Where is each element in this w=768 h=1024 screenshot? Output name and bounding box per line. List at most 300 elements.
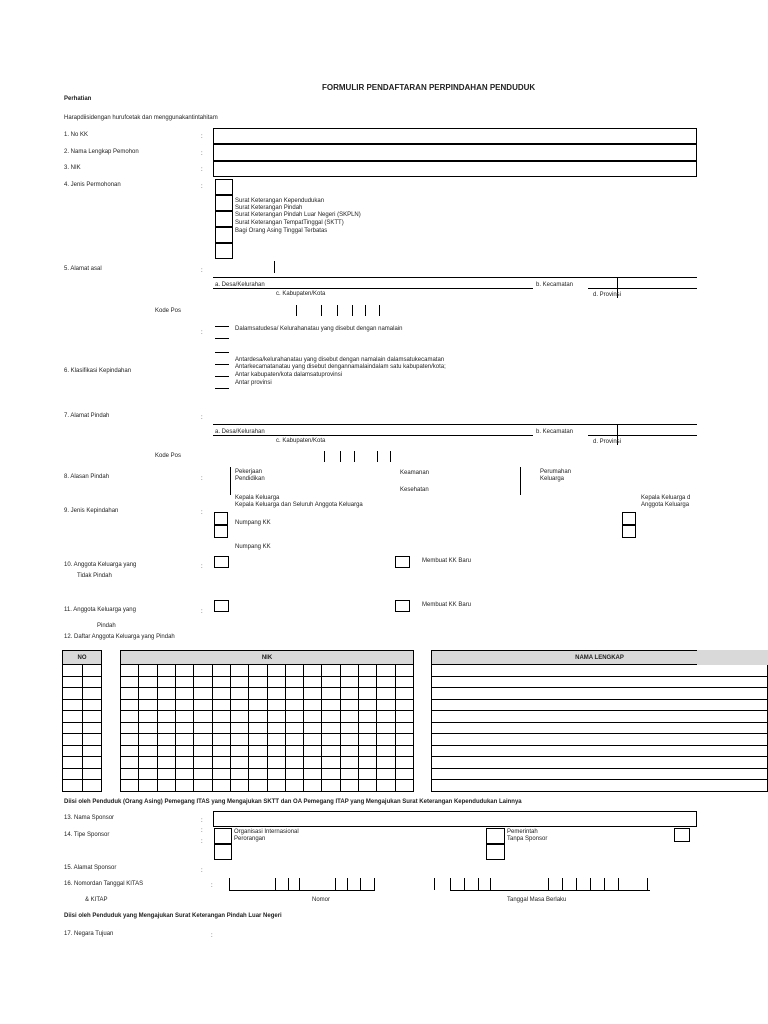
table-cell[interactable] [194,780,212,792]
table-cell[interactable] [63,722,83,734]
alasan-keluarga: Keluarga [540,476,565,482]
permohonan-checkbox-1[interactable] [215,179,233,195]
table-cell[interactable] [121,676,139,688]
kecamatan-line[interactable] [588,288,697,289]
table-cell[interactable] [285,688,303,700]
table-cell[interactable] [377,699,395,711]
alasan-keamanan: Keamanan [400,470,430,476]
table-cell[interactable] [249,665,267,677]
table-cell[interactable] [322,711,340,723]
table-cell[interactable] [194,665,212,677]
table-cell[interactable] [267,665,285,677]
table-cell[interactable] [340,745,358,757]
no-kk-field[interactable] [213,128,697,144]
label-kode-pos: Kode Pos [155,453,182,459]
table-cell[interactable] [175,665,193,677]
colon: : [201,415,203,421]
table-cell[interactable] [249,757,267,769]
table-cell[interactable] [304,745,322,757]
table-cell[interactable] [249,676,267,688]
table-cell[interactable] [377,711,395,723]
table-cell[interactable] [157,688,175,700]
table-cell[interactable] [175,711,193,723]
label-alamat-sponsor: 15. Alamat Sponsor [64,865,117,871]
colon: : [201,476,203,482]
table-cell[interactable] [82,665,102,677]
table-cell[interactable] [175,757,193,769]
table-cell[interactable] [340,768,358,780]
colon: : [201,330,203,336]
table-cell[interactable] [285,699,303,711]
table-cell[interactable] [432,722,768,734]
label-provinsi: d. Provinsi [593,292,622,298]
table-cell[interactable] [432,688,768,700]
kecamatan-line[interactable] [588,435,697,436]
table-cell[interactable] [322,665,340,677]
table-cell[interactable] [249,745,267,757]
table-cell[interactable] [194,745,212,757]
table-cell[interactable] [359,780,377,792]
table-cell[interactable] [432,768,768,780]
colon: : [201,868,203,874]
table-cell[interactable] [359,711,377,723]
table-cell[interactable] [359,745,377,757]
table-cell[interactable] [377,780,395,792]
label-tanggal: Tanggal Masa Berlaku [507,897,567,903]
table-cell[interactable] [157,757,175,769]
desa-line[interactable] [213,435,533,436]
table-cell[interactable] [63,711,83,723]
table-cell[interactable] [139,780,157,792]
nama-sponsor-field[interactable] [213,811,697,827]
table-cell[interactable] [157,699,175,711]
table-cell[interactable] [63,745,83,757]
table-cell[interactable] [194,757,212,769]
table-cell[interactable] [230,688,248,700]
table-cell[interactable] [212,768,230,780]
table-cell[interactable] [63,757,83,769]
table-cell[interactable] [194,768,212,780]
table-cell[interactable] [139,757,157,769]
label-nama-pemohon: 2. Nama Lengkap Pemohon [64,149,139,155]
table-cell[interactable] [322,676,340,688]
table-cell[interactable] [82,722,102,734]
table-cell[interactable] [121,688,139,700]
table-cell[interactable] [175,699,193,711]
table-cell[interactable] [377,757,395,769]
table-cell[interactable] [322,722,340,734]
klasifikasi-option: Dalamsatudesa/ Kelurahanatau yang disebut dengan namalain [235,326,403,332]
table-row [63,711,102,723]
table-cell[interactable] [121,665,139,677]
permohonan-option: Surat Keterangan Kependudukan [235,198,325,204]
table-cell[interactable] [267,699,285,711]
table-cell[interactable] [175,676,193,688]
table-cell[interactable] [63,665,83,677]
table-cell[interactable] [432,734,768,746]
table-cell[interactable] [359,734,377,746]
table-cell[interactable] [304,768,322,780]
table-cell[interactable] [175,688,193,700]
label-alamat-asal: 5. Alamat asal [64,266,102,272]
kepindahan-checkbox-1[interactable] [214,512,228,525]
sponsor-pemerintah: Pemerintah [507,829,538,835]
kepindahan-right-1: Kepala Keluarga d [641,495,691,501]
nama-pemohon-field[interactable] [213,144,697,161]
table-cell[interactable] [432,757,768,769]
table-cell[interactable] [230,734,248,746]
table-cell[interactable] [340,665,358,677]
table-cell[interactable] [230,780,248,792]
table-cell[interactable] [212,711,230,723]
klasifikasi-option: Antar kabupaten/kota dalamsatuprovinsi [235,372,343,378]
sponsor-checkbox-2[interactable] [214,844,232,860]
table-cell[interactable] [139,745,157,757]
table-cell[interactable] [377,768,395,780]
table-cell[interactable] [285,665,303,677]
table-row [432,711,768,723]
table-cell[interactable] [395,676,413,688]
table-cell[interactable] [359,722,377,734]
table-row [432,734,768,746]
table-cell[interactable] [230,745,248,757]
table-cell[interactable] [322,699,340,711]
table-cell[interactable] [121,745,139,757]
table-cell[interactable] [249,734,267,746]
table-cell[interactable] [212,745,230,757]
permohonan-option: Surat Keterangan Pindah [235,205,303,211]
table-cell[interactable] [82,688,102,700]
table-cell[interactable] [432,745,768,757]
table-cell[interactable] [157,711,175,723]
table-cell[interactable] [395,699,413,711]
table-cell[interactable] [230,665,248,677]
table-cell[interactable] [175,722,193,734]
table-cell[interactable] [194,711,212,723]
table-cell[interactable] [377,722,395,734]
table-cell[interactable] [212,780,230,792]
table-cell[interactable] [322,780,340,792]
table-cell[interactable] [322,768,340,780]
table-cell[interactable] [249,699,267,711]
sponsor-checkbox-5[interactable] [674,828,690,842]
table-cell[interactable] [249,711,267,723]
table-cell[interactable] [267,734,285,746]
table-cell[interactable] [267,768,285,780]
sponsor-org: Organisasi Internasional [234,829,299,835]
table-cell[interactable] [139,734,157,746]
table-cell[interactable] [249,768,267,780]
table-cell[interactable] [230,768,248,780]
table-cell[interactable] [230,757,248,769]
section-itas: Diisi oleh Penduduk (Orang Asing) Pemegang ITAS yang Mengajukan SKTT dan OA Pemegang ITAP yang Mengajukan Surat Keterangan Kependudukan Lainnya [64,799,522,805]
table-cell[interactable] [285,780,303,792]
membuat-kk-checkbox-2[interactable] [395,600,410,612]
table-cell[interactable] [139,722,157,734]
kepindahan-checkbox-2[interactable] [214,525,228,538]
table-cell[interactable] [395,722,413,734]
table-cell[interactable] [249,780,267,792]
table-cell[interactable] [175,745,193,757]
table-cell[interactable] [359,676,377,688]
permohonan-checkbox-3[interactable] [215,211,233,227]
label-anggota-tidak-pindah: 10. Anggota Keluarga yang [64,562,137,568]
table-cell[interactable] [249,722,267,734]
table-cell[interactable] [432,665,768,677]
table-cell[interactable] [267,780,285,792]
alasan-pendidikan: Pendidikan [235,476,265,482]
table-cell[interactable] [304,780,322,792]
table-cell[interactable] [304,734,322,746]
table-cell[interactable] [395,734,413,746]
table-cell[interactable] [340,780,358,792]
kitas-tanggal-field[interactable] [450,890,650,891]
table-cell[interactable] [139,665,157,677]
table-cell[interactable] [359,665,377,677]
table-cell[interactable] [340,757,358,769]
table-cell[interactable] [285,734,303,746]
table-cell[interactable] [359,688,377,700]
table-cell[interactable] [267,688,285,700]
table-row [432,757,768,769]
table-cell[interactable] [304,676,322,688]
table-cell[interactable] [157,665,175,677]
kitas-nomor-field[interactable] [229,890,375,891]
table-cell[interactable] [340,722,358,734]
table-cell[interactable] [395,757,413,769]
table-cell[interactable] [267,676,285,688]
table-cell[interactable] [304,757,322,769]
label-daftar-anggota: 12. Daftar Anggota Keluarga yang Pindah [64,634,175,640]
table-cell[interactable] [267,757,285,769]
table-cell[interactable] [82,768,102,780]
table-cell[interactable] [322,688,340,700]
label-nik: 3. NIK [64,165,81,171]
table-cell[interactable] [82,734,102,746]
table-row [432,745,768,757]
table-cell[interactable] [139,699,157,711]
table-row [121,722,414,734]
membuat-kk-checkbox-1[interactable] [395,556,410,568]
colon: : [201,151,203,157]
table-row [121,734,414,746]
table-cell[interactable] [82,699,102,711]
table-cell[interactable] [63,768,83,780]
anggota-tidak-pindah-checkbox[interactable] [214,556,229,568]
form-title: FORMULIR PENDAFTARAN PERPINDAHAN PENDUDUK [322,83,536,92]
table-cell[interactable] [285,676,303,688]
table-cell[interactable] [63,676,83,688]
table-cell[interactable] [121,699,139,711]
table-cell[interactable] [212,676,230,688]
table-cell[interactable] [212,722,230,734]
table-cell[interactable] [157,780,175,792]
table-cell[interactable] [212,699,230,711]
table-cell[interactable] [63,780,83,792]
table-cell[interactable] [304,722,322,734]
table-cell[interactable] [395,665,413,677]
table-cell[interactable] [82,711,102,723]
alamat-pindah-line[interactable] [213,424,697,425]
table-cell[interactable] [267,722,285,734]
table-cell[interactable] [157,768,175,780]
table-cell[interactable] [63,734,83,746]
table-cell[interactable] [432,676,768,688]
sponsor-checkbox-4[interactable] [486,844,505,860]
table-row [432,699,768,711]
table-cell[interactable] [395,768,413,780]
kepindahan-kk: Kepala Keluarga [235,495,280,501]
sponsor-checkbox-3[interactable] [486,828,505,844]
alasan-pekerjaan: Pekerjaan [235,469,263,475]
table-cell[interactable] [432,711,768,723]
table-row [432,688,768,700]
table-cell[interactable] [212,688,230,700]
table-row [121,768,414,780]
table-cell[interactable] [139,768,157,780]
table-cell[interactable] [82,757,102,769]
table-cell[interactable] [304,665,322,677]
table-cell[interactable] [230,711,248,723]
table-cell[interactable] [194,734,212,746]
label-kecamatan: b. Kecamatan [536,429,574,435]
table-cell[interactable] [285,722,303,734]
table-cell[interactable] [340,734,358,746]
table-cell[interactable] [285,757,303,769]
table-cell[interactable] [395,745,413,757]
table-cell[interactable] [322,757,340,769]
table-cell[interactable] [395,780,413,792]
table-cell[interactable] [304,711,322,723]
label-provinsi: d. Provinsi [593,439,622,445]
sponsor-checkbox-1[interactable] [214,828,232,844]
table-cell[interactable] [285,711,303,723]
table-cell[interactable] [82,676,102,688]
table-cell[interactable] [194,688,212,700]
table-cell[interactable] [359,699,377,711]
table-row [121,676,414,688]
header-nik: NIK [121,651,414,665]
table-cell[interactable] [377,745,395,757]
table-cell[interactable] [322,745,340,757]
table-cell[interactable] [377,665,395,677]
table-cell[interactable] [359,757,377,769]
table-cell[interactable] [121,768,139,780]
table-cell[interactable] [121,780,139,792]
permohonan-checkbox-2[interactable] [215,195,233,211]
table-cell[interactable] [304,699,322,711]
label-negara-tujuan: 17. Negara Tujuan [64,931,114,937]
table-cell[interactable] [377,676,395,688]
table-cell[interactable] [212,757,230,769]
table-cell[interactable] [157,745,175,757]
kepindahan-checkbox-3[interactable] [622,512,636,525]
table-cell[interactable] [322,734,340,746]
table-row [432,676,768,688]
permohonan-checkbox-4[interactable] [215,227,233,243]
table-cell[interactable] [285,745,303,757]
table-cell[interactable] [230,676,248,688]
table-cell[interactable] [304,688,322,700]
klasifikasi-option: Antar provinsi [235,380,272,386]
klasifikasi-option: Antarkecamatanatau yang disebut dengannamalaindalam satu kabupaten/kota; [235,364,446,370]
table-cell[interactable] [359,768,377,780]
table-cell[interactable] [82,780,102,792]
table-row [432,780,768,792]
table-cell[interactable] [121,757,139,769]
table-cell[interactable] [157,734,175,746]
table-cell[interactable] [194,699,212,711]
table-row [63,688,102,700]
table-cell[interactable] [212,665,230,677]
table-row [432,665,768,677]
kepindahan-checkbox-4[interactable] [622,525,636,538]
table-nik [120,650,414,792]
colon: : [201,510,203,516]
table-cell[interactable] [340,688,358,700]
label-nama-sponsor: 13. Nama Sponsor [64,815,115,821]
table-cell[interactable] [157,722,175,734]
colon: : [201,609,203,615]
table-cell[interactable] [340,711,358,723]
table-cell[interactable] [139,711,157,723]
table-cell[interactable] [395,711,413,723]
table-cell[interactable] [175,768,193,780]
permohonan-checkbox-5[interactable] [215,243,233,259]
table-cell[interactable] [340,676,358,688]
alamat-asal-line[interactable] [213,277,697,278]
colon: : [201,564,203,570]
table-cell[interactable] [139,688,157,700]
table-cell[interactable] [63,699,83,711]
table-cell[interactable] [194,722,212,734]
table-cell[interactable] [194,676,212,688]
table-cell[interactable] [157,676,175,688]
table-cell[interactable] [377,688,395,700]
nik-field[interactable] [213,161,697,177]
instruction-text: Harapdiisidengan hurufcetak dan menggunakantintahitam [64,115,218,121]
table-cell[interactable] [249,688,267,700]
table-cell[interactable] [340,699,358,711]
anggota-pindah-checkbox[interactable] [214,600,229,612]
table-cell[interactable] [267,745,285,757]
table-cell[interactable] [267,711,285,723]
label-kitap: & KITAP [85,897,108,903]
table-cell[interactable] [82,745,102,757]
table-cell[interactable] [63,688,83,700]
table-cell[interactable] [432,699,768,711]
table-cell[interactable] [395,688,413,700]
table-cell[interactable] [121,734,139,746]
table-cell[interactable] [121,722,139,734]
colon: : [201,839,203,845]
table-cell[interactable] [139,676,157,688]
table-cell[interactable] [285,768,303,780]
table-row [63,757,102,769]
table-row [63,768,102,780]
table-cell[interactable] [230,699,248,711]
desa-line[interactable] [213,288,533,289]
table-row [63,722,102,734]
table-row [63,665,102,677]
table-cell[interactable] [230,722,248,734]
table-cell[interactable] [175,780,193,792]
table-cell[interactable] [212,734,230,746]
table-cell[interactable] [121,711,139,723]
table-cell[interactable] [377,734,395,746]
table-cell[interactable] [175,734,193,746]
table-cell[interactable] [432,780,768,792]
